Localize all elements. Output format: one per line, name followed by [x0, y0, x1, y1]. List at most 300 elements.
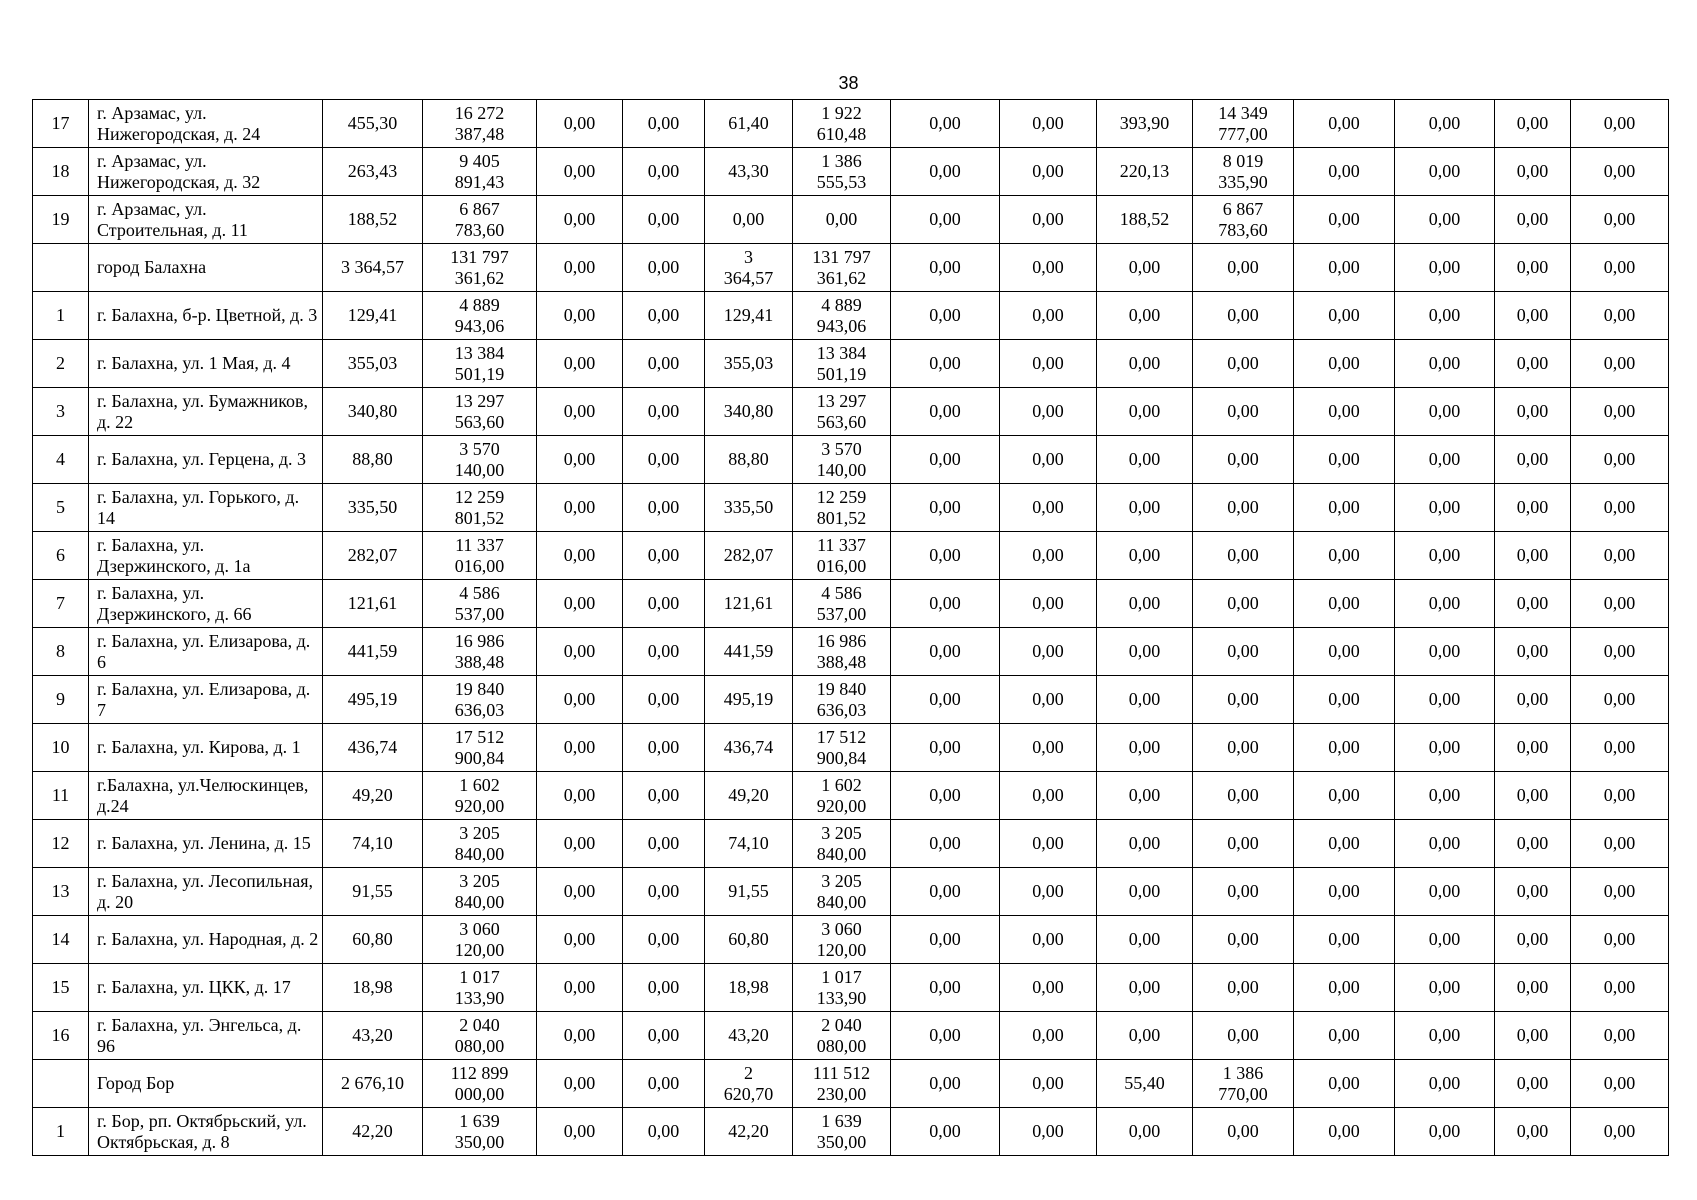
row-number-cell: 7 [33, 580, 89, 628]
value-cell: 0,00 [1395, 916, 1495, 964]
value-cell: 0,00 [1495, 148, 1571, 196]
table-row [33, 628, 1669, 676]
value-cell: 0,00 [1000, 628, 1097, 676]
value-cell: 42,20 [323, 1108, 423, 1156]
value-cell: 0,00 [623, 484, 705, 532]
value-cell: 43,20 [705, 1012, 793, 1060]
value-cell: 49,20 [705, 772, 793, 820]
value-cell: 1 639 350,00 [423, 1108, 537, 1156]
value-cell: 441,59 [323, 628, 423, 676]
value-cell: 0,00 [891, 1108, 1000, 1156]
value-cell: 111 512 230,00 [793, 1060, 891, 1108]
value-cell: 0,00 [1395, 388, 1495, 436]
value-cell: 0,00 [1495, 676, 1571, 724]
value-cell: 0,00 [1495, 1060, 1571, 1108]
value-cell: 0,00 [1193, 868, 1294, 916]
value-cell: 0,00 [891, 724, 1000, 772]
row-number-cell: 8 [33, 628, 89, 676]
value-cell: 3 060 120,00 [423, 916, 537, 964]
value-cell: 0,00 [1193, 724, 1294, 772]
table-row [33, 292, 1669, 340]
value-cell: 436,74 [705, 724, 793, 772]
value-cell: 0,00 [891, 532, 1000, 580]
table-row [33, 916, 1669, 964]
value-cell: 0,00 [1395, 292, 1495, 340]
table-row [33, 436, 1669, 484]
value-cell: 0,00 [537, 1060, 623, 1108]
value-cell: 0,00 [1097, 292, 1193, 340]
value-cell: 6 867 783,60 [423, 196, 537, 244]
value-cell: 0,00 [623, 964, 705, 1012]
value-cell: 43,20 [323, 1012, 423, 1060]
value-cell: 0,00 [1571, 772, 1669, 820]
value-cell: 0,00 [623, 292, 705, 340]
value-cell: 1 386 555,53 [793, 148, 891, 196]
value-cell: 91,55 [323, 868, 423, 916]
value-cell: 0,00 [1294, 676, 1395, 724]
value-cell: 0,00 [891, 100, 1000, 148]
value-cell: 74,10 [705, 820, 793, 868]
value-cell: 282,07 [705, 532, 793, 580]
value-cell: 0,00 [891, 772, 1000, 820]
value-cell: 3 570 140,00 [793, 436, 891, 484]
value-cell: 0,00 [537, 436, 623, 484]
value-cell: 355,03 [323, 340, 423, 388]
value-cell: 13 384 501,19 [423, 340, 537, 388]
value-cell: 0,00 [1571, 244, 1669, 292]
value-cell: 393,90 [1097, 100, 1193, 148]
value-cell: 0,00 [1571, 436, 1669, 484]
value-cell: 0,00 [537, 964, 623, 1012]
value-cell: 0,00 [1294, 244, 1395, 292]
value-cell: 0,00 [1193, 340, 1294, 388]
row-number-cell: 14 [33, 916, 89, 964]
row-number-cell: 19 [33, 196, 89, 244]
value-cell: 0,00 [1097, 388, 1193, 436]
value-cell: 17 512 900,84 [423, 724, 537, 772]
address-cell: г. Бор, рп. Октябрьский, ул. Октябрьская, д. 8 [89, 1108, 323, 1156]
table-row [33, 340, 1669, 388]
value-cell: 13 297 563,60 [423, 388, 537, 436]
value-cell: 0,00 [537, 340, 623, 388]
value-cell: 0,00 [1097, 868, 1193, 916]
value-cell: 17 512 900,84 [793, 724, 891, 772]
value-cell: 2 040 080,00 [423, 1012, 537, 1060]
value-cell: 3 205 840,00 [423, 868, 537, 916]
value-cell: 2 620,70 [705, 1060, 793, 1108]
address-cell: г. Балахна, ул. Лесопильная, д. 20 [89, 868, 323, 916]
value-cell: 16 986 388,48 [793, 628, 891, 676]
value-cell: 0,00 [1193, 964, 1294, 1012]
value-cell: 0,00 [1000, 484, 1097, 532]
value-cell: 0,00 [1495, 484, 1571, 532]
value-cell: 1 017 133,90 [423, 964, 537, 1012]
value-cell: 0,00 [537, 244, 623, 292]
table-row [33, 532, 1669, 580]
value-cell: 0,00 [891, 580, 1000, 628]
value-cell: 0,00 [1294, 532, 1395, 580]
value-cell: 112 899 000,00 [423, 1060, 537, 1108]
value-cell: 0,00 [1495, 580, 1571, 628]
value-cell: 340,80 [323, 388, 423, 436]
value-cell: 0,00 [1495, 388, 1571, 436]
value-cell: 0,00 [1571, 1060, 1669, 1108]
value-cell: 9 405 891,43 [423, 148, 537, 196]
value-cell: 455,30 [323, 100, 423, 148]
value-cell: 0,00 [891, 868, 1000, 916]
value-cell: 16 986 388,48 [423, 628, 537, 676]
value-cell: 0,00 [1571, 580, 1669, 628]
value-cell: 0,00 [1097, 820, 1193, 868]
value-cell: 0,00 [537, 292, 623, 340]
value-cell: 0,00 [623, 676, 705, 724]
value-cell: 91,55 [705, 868, 793, 916]
value-cell: 0,00 [1097, 340, 1193, 388]
value-cell: 0,00 [1193, 388, 1294, 436]
value-cell: 121,61 [323, 580, 423, 628]
value-cell: 0,00 [891, 916, 1000, 964]
value-cell: 0,00 [537, 148, 623, 196]
value-cell: 11 337 016,00 [793, 532, 891, 580]
address-cell: г. Арзамас, ул. Нижегородская, д. 24 [89, 100, 323, 148]
value-cell: 131 797 361,62 [793, 244, 891, 292]
value-cell: 0,00 [537, 916, 623, 964]
value-cell: 0,00 [1000, 292, 1097, 340]
value-cell: 4 889 943,06 [793, 292, 891, 340]
value-cell: 74,10 [323, 820, 423, 868]
value-cell: 0,00 [1395, 724, 1495, 772]
value-cell: 0,00 [1495, 964, 1571, 1012]
value-cell: 0,00 [1000, 916, 1097, 964]
value-cell: 0,00 [537, 1012, 623, 1060]
value-cell: 220,13 [1097, 148, 1193, 196]
value-cell: 0,00 [1571, 292, 1669, 340]
value-cell: 0,00 [1495, 868, 1571, 916]
value-cell: 0,00 [1571, 340, 1669, 388]
value-cell: 0,00 [1571, 820, 1669, 868]
table-row [33, 244, 1669, 292]
value-cell: 340,80 [705, 388, 793, 436]
value-cell: 0,00 [1000, 532, 1097, 580]
value-cell: 335,50 [705, 484, 793, 532]
value-cell: 0,00 [891, 388, 1000, 436]
address-cell: г. Балахна, ул. Ленина, д. 15 [89, 820, 323, 868]
table-row [33, 1108, 1669, 1156]
table-row [33, 868, 1669, 916]
value-cell: 8 019 335,90 [1193, 148, 1294, 196]
value-cell: 1 017 133,90 [793, 964, 891, 1012]
value-cell: 1 602 920,00 [793, 772, 891, 820]
value-cell: 0,00 [1395, 436, 1495, 484]
value-cell: 0,00 [623, 388, 705, 436]
row-number-cell: 18 [33, 148, 89, 196]
value-cell: 0,00 [1495, 100, 1571, 148]
value-cell: 0,00 [623, 436, 705, 484]
table-row [33, 484, 1669, 532]
value-cell: 0,00 [537, 484, 623, 532]
value-cell: 0,00 [1294, 340, 1395, 388]
value-cell: 0,00 [623, 100, 705, 148]
value-cell: 88,80 [323, 436, 423, 484]
value-cell: 0,00 [1571, 532, 1669, 580]
value-cell: 0,00 [1193, 916, 1294, 964]
value-cell: 13 297 563,60 [793, 388, 891, 436]
value-cell: 0,00 [1495, 196, 1571, 244]
value-cell: 0,00 [537, 388, 623, 436]
value-cell: 0,00 [1495, 1012, 1571, 1060]
page-number: 38 [838, 73, 859, 93]
value-cell: 0,00 [1193, 484, 1294, 532]
value-cell: 0,00 [1395, 244, 1495, 292]
value-cell: 55,40 [1097, 1060, 1193, 1108]
value-cell: 0,00 [623, 820, 705, 868]
value-cell: 3 364,57 [323, 244, 423, 292]
value-cell: 0,00 [1395, 628, 1495, 676]
value-cell: 0,00 [1395, 820, 1495, 868]
row-number-cell: 13 [33, 868, 89, 916]
value-cell: 0,00 [891, 820, 1000, 868]
value-cell: 0,00 [1000, 724, 1097, 772]
row-number-cell: 5 [33, 484, 89, 532]
value-cell: 0,00 [891, 340, 1000, 388]
table-row [33, 196, 1669, 244]
value-cell: 0,00 [1395, 340, 1495, 388]
row-number-cell: 1 [33, 1108, 89, 1156]
value-cell: 0,00 [1000, 580, 1097, 628]
value-cell: 0,00 [1571, 964, 1669, 1012]
value-cell: 3 205 840,00 [423, 820, 537, 868]
address-cell: г. Балахна, ул. Дзержинского, д. 66 [89, 580, 323, 628]
value-cell: 0,00 [537, 820, 623, 868]
value-cell: 0,00 [1000, 436, 1097, 484]
value-cell: 0,00 [1495, 1108, 1571, 1156]
row-number-cell: 9 [33, 676, 89, 724]
address-cell: г.Балахна, ул.Челюскинцев, д.24 [89, 772, 323, 820]
value-cell: 0,00 [891, 484, 1000, 532]
value-cell: 0,00 [1000, 100, 1097, 148]
value-cell: 0,00 [623, 1108, 705, 1156]
value-cell: 0,00 [1097, 964, 1193, 1012]
value-cell: 0,00 [1571, 196, 1669, 244]
value-cell: 0,00 [1294, 724, 1395, 772]
value-cell: 60,80 [323, 916, 423, 964]
row-number-cell: 3 [33, 388, 89, 436]
value-cell: 0,00 [623, 628, 705, 676]
value-cell: 0,00 [1000, 868, 1097, 916]
table-row [33, 1060, 1669, 1108]
value-cell: 0,00 [1000, 196, 1097, 244]
value-cell: 18,98 [323, 964, 423, 1012]
value-cell: 0,00 [1395, 196, 1495, 244]
value-cell: 0,00 [1495, 820, 1571, 868]
row-number-cell: 2 [33, 340, 89, 388]
value-cell: 0,00 [1000, 676, 1097, 724]
value-cell: 0,00 [1193, 292, 1294, 340]
value-cell: 0,00 [1294, 388, 1395, 436]
value-cell: 0,00 [537, 100, 623, 148]
address-cell: г. Балахна, ул. Кирова, д. 1 [89, 724, 323, 772]
value-cell: 0,00 [1495, 340, 1571, 388]
value-cell: 0,00 [1294, 916, 1395, 964]
value-cell: 129,41 [705, 292, 793, 340]
value-cell: 0,00 [891, 676, 1000, 724]
value-cell: 0,00 [623, 580, 705, 628]
value-cell: 0,00 [1495, 772, 1571, 820]
value-cell: 0,00 [1571, 148, 1669, 196]
row-number-cell: 4 [33, 436, 89, 484]
value-cell: 0,00 [537, 772, 623, 820]
value-cell: 16 272 387,48 [423, 100, 537, 148]
value-cell: 0,00 [1294, 1060, 1395, 1108]
value-cell: 0,00 [1395, 1060, 1495, 1108]
address-cell: г. Балахна, ул. Елизарова, д. 7 [89, 676, 323, 724]
value-cell: 0,00 [623, 1060, 705, 1108]
row-number-cell [33, 244, 89, 292]
address-cell: г. Балахна, б-р. Цветной, д. 3 [89, 292, 323, 340]
value-cell: 0,00 [1571, 1012, 1669, 1060]
value-cell: 0,00 [537, 580, 623, 628]
value-cell: 0,00 [891, 292, 1000, 340]
value-cell: 0,00 [1294, 1108, 1395, 1156]
value-cell: 0,00 [1000, 244, 1097, 292]
table-row [33, 724, 1669, 772]
value-cell: 0,00 [1097, 1108, 1193, 1156]
value-cell: 0,00 [891, 1060, 1000, 1108]
address-cell: г. Балахна, ул. Народная, д. 2 [89, 916, 323, 964]
value-cell: 0,00 [1097, 532, 1193, 580]
value-cell: 0,00 [1294, 100, 1395, 148]
address-cell: г. Балахна, ул. Дзержинского, д. 1а [89, 532, 323, 580]
value-cell: 61,40 [705, 100, 793, 148]
value-cell: 0,00 [1571, 868, 1669, 916]
row-number-cell [33, 1060, 89, 1108]
value-cell: 3 364,57 [705, 244, 793, 292]
value-cell: 0,00 [623, 724, 705, 772]
value-cell: 0,00 [537, 628, 623, 676]
address-cell: г. Балахна, ул. Елизарова, д. 6 [89, 628, 323, 676]
value-cell: 0,00 [537, 532, 623, 580]
value-cell: 1 639 350,00 [793, 1108, 891, 1156]
value-cell: 4 889 943,06 [423, 292, 537, 340]
value-cell: 6 867 783,60 [1193, 196, 1294, 244]
value-cell: 0,00 [1000, 820, 1097, 868]
value-cell: 0,00 [1571, 676, 1669, 724]
value-cell: 0,00 [1294, 148, 1395, 196]
address-cell: г. Балахна, ул. 1 Мая, д. 4 [89, 340, 323, 388]
value-cell: 0,00 [1495, 916, 1571, 964]
value-cell: 0,00 [891, 148, 1000, 196]
value-cell: 3 570 140,00 [423, 436, 537, 484]
value-cell: 0,00 [891, 964, 1000, 1012]
value-cell: 0,00 [1294, 1012, 1395, 1060]
value-cell: 0,00 [1294, 868, 1395, 916]
address-cell: г. Арзамас, ул. Строительная, д. 11 [89, 196, 323, 244]
value-cell: 0,00 [537, 196, 623, 244]
value-cell: 0,00 [1571, 1108, 1669, 1156]
value-cell: 60,80 [705, 916, 793, 964]
value-cell: 0,00 [623, 1012, 705, 1060]
value-cell: 4 586 537,00 [423, 580, 537, 628]
value-cell: 0,00 [1193, 1108, 1294, 1156]
value-cell: 2 676,10 [323, 1060, 423, 1108]
value-cell: 0,00 [1395, 676, 1495, 724]
value-cell: 0,00 [1571, 484, 1669, 532]
value-cell: 0,00 [1495, 244, 1571, 292]
table-row [33, 820, 1669, 868]
value-cell: 495,19 [705, 676, 793, 724]
value-cell: 0,00 [1395, 100, 1495, 148]
value-cell: 263,43 [323, 148, 423, 196]
table-body [33, 100, 1669, 1156]
value-cell: 0,00 [1097, 916, 1193, 964]
value-cell: 19 840 636,03 [793, 676, 891, 724]
value-cell: 0,00 [1294, 628, 1395, 676]
value-cell: 0,00 [1097, 484, 1193, 532]
value-cell: 0,00 [1000, 1012, 1097, 1060]
value-cell: 0,00 [1193, 820, 1294, 868]
value-cell: 0,00 [1000, 964, 1097, 1012]
value-cell: 0,00 [1294, 964, 1395, 1012]
address-cell: Город Бор [89, 1060, 323, 1108]
value-cell: 14 349 777,00 [1193, 100, 1294, 148]
value-cell: 0,00 [1495, 724, 1571, 772]
value-cell: 43,30 [705, 148, 793, 196]
row-number-cell: 11 [33, 772, 89, 820]
value-cell: 0,00 [1193, 580, 1294, 628]
table-row [33, 100, 1669, 148]
value-cell: 0,00 [1294, 580, 1395, 628]
value-cell: 0,00 [623, 196, 705, 244]
value-cell: 0,00 [1395, 484, 1495, 532]
value-cell: 0,00 [1495, 292, 1571, 340]
table-row [33, 1012, 1669, 1060]
value-cell: 3 205 840,00 [793, 868, 891, 916]
value-cell: 0,00 [1000, 148, 1097, 196]
value-cell: 2 040 080,00 [793, 1012, 891, 1060]
value-cell: 0,00 [1395, 1108, 1495, 1156]
value-cell: 0,00 [1193, 532, 1294, 580]
value-cell: 88,80 [705, 436, 793, 484]
value-cell: 0,00 [1395, 772, 1495, 820]
value-cell: 0,00 [623, 532, 705, 580]
value-cell: 0,00 [1097, 676, 1193, 724]
row-number-cell: 16 [33, 1012, 89, 1060]
value-cell: 121,61 [705, 580, 793, 628]
value-cell: 1 386 770,00 [1193, 1060, 1294, 1108]
value-cell: 0,00 [1294, 820, 1395, 868]
row-number-cell: 17 [33, 100, 89, 148]
value-cell: 0,00 [1571, 388, 1669, 436]
row-number-cell: 15 [33, 964, 89, 1012]
value-cell: 0,00 [1571, 628, 1669, 676]
value-cell: 0,00 [1294, 772, 1395, 820]
address-cell: город Балахна [89, 244, 323, 292]
value-cell: 0,00 [537, 1108, 623, 1156]
value-cell: 495,19 [323, 676, 423, 724]
value-cell: 0,00 [1097, 1012, 1193, 1060]
value-cell: 12 259 801,52 [423, 484, 537, 532]
value-cell: 0,00 [891, 1012, 1000, 1060]
data-table [32, 99, 1669, 1156]
value-cell: 4 586 537,00 [793, 580, 891, 628]
row-number-cell: 12 [33, 820, 89, 868]
value-cell: 0,00 [1193, 628, 1294, 676]
value-cell: 0,00 [1571, 916, 1669, 964]
value-cell: 0,00 [537, 676, 623, 724]
value-cell: 0,00 [1000, 1108, 1097, 1156]
value-cell: 0,00 [1000, 388, 1097, 436]
value-cell: 0,00 [891, 436, 1000, 484]
